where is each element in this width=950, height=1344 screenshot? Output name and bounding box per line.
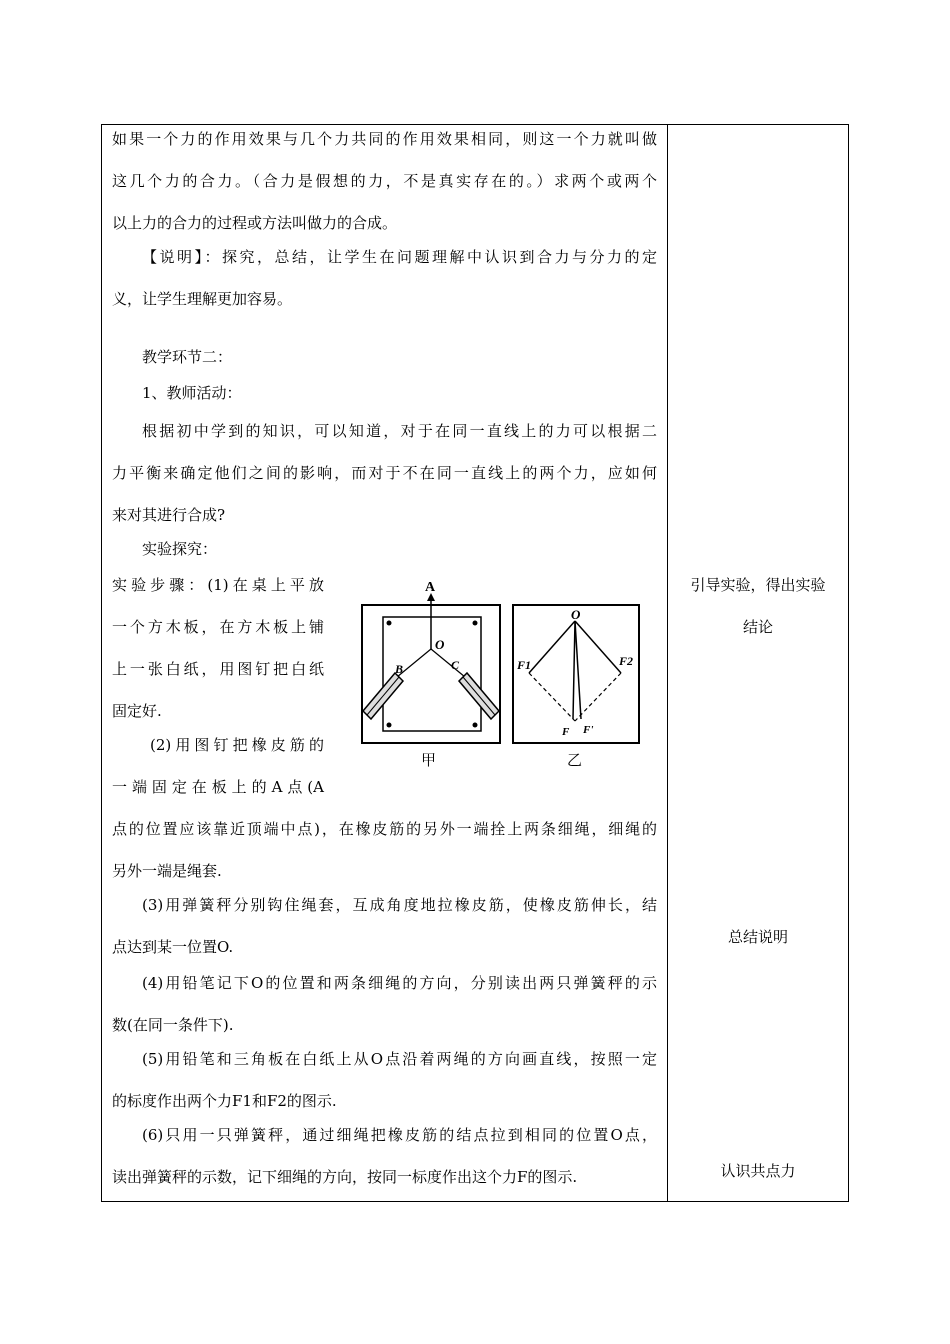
- text-line: 的标度作出两个力F1和F2的图示.: [112, 1092, 337, 1110]
- text-line: 一端固定在板上的A点(A: [112, 778, 324, 796]
- side-note: 总结说明: [727, 928, 788, 946]
- pin-icon: [473, 723, 478, 728]
- dashed-line-right: [575, 673, 621, 721]
- pin-icon: [387, 621, 392, 626]
- label-o-right: O: [571, 607, 581, 622]
- text-line: 固定好.: [112, 702, 162, 720]
- side-note: 认识共点力: [720, 1162, 796, 1180]
- text-line: (2)用图钉把橡皮筋的: [150, 736, 324, 754]
- caption-left: 甲: [421, 751, 437, 769]
- pin-icon: [473, 621, 478, 626]
- text-line: 一个方木板，在方木板上铺: [112, 618, 324, 636]
- text-line: 以上力的合力的过程或方法叫做力的合成。: [112, 214, 398, 232]
- text-line: 实验步骤：(1)在桌上平放: [112, 576, 324, 594]
- label-f2: F2: [619, 654, 634, 668]
- experiment-diagram: [347, 577, 647, 777]
- force-f2-line: [575, 621, 621, 673]
- text-line: 点达到某一位置O.: [112, 938, 234, 956]
- text-line: 1、教师活动：: [142, 384, 242, 402]
- caption-right: 乙: [567, 751, 583, 769]
- force-f-line: [573, 621, 575, 719]
- force-fprime-line: [575, 621, 581, 719]
- text-line: 来对其进行合成?: [112, 506, 226, 524]
- text-line: 上一张白纸，用图钉把白纸: [112, 660, 324, 678]
- text-line: 义，让学生理解更加容易。: [112, 290, 293, 308]
- text-line: (3)用弹簧秤分别钩住绳套，互成角度地拉橡皮筋，使橡皮筋伸长，结: [142, 896, 657, 914]
- text-line: 另外一端是绳套.: [112, 862, 222, 880]
- string-c: [431, 649, 465, 677]
- force-f1-line: [529, 621, 575, 673]
- label-f: F: [562, 726, 570, 738]
- experiment-figure: [347, 577, 647, 777]
- text-line: 点的位置应该靠近顶端中点)，在橡皮筋的另外一端拴上两条细绳，细绳的: [112, 820, 657, 838]
- text-line: 实验探究：: [142, 540, 218, 558]
- side-column: [668, 125, 848, 1201]
- label-f-prime: F': [583, 724, 594, 736]
- text-line: 力平衡来确定他们之间的影响，而对于不在同一直线上的两个力，应如何: [112, 464, 657, 482]
- content-table: [101, 124, 849, 1202]
- label-b: B: [395, 662, 404, 676]
- text-line: 这几个力的合力。（合力是假想的力，不是真实存在的。）求两个或两个: [112, 172, 657, 190]
- dashed-line-left: [529, 673, 575, 721]
- side-note: 引导实验，得出实验: [690, 576, 826, 594]
- text-line: 【说明】：探究，总结，让学生在问题理解中认识到合力与分力的定: [142, 248, 657, 266]
- text-line: (4)用铅笔记下O的位置和两条细绳的方向，分别读出两只弹簧秤的示: [142, 974, 657, 992]
- text-line: 读出弹簧秤的示数，记下细绳的方向，按同一标度作出这个力F的图示.: [112, 1168, 578, 1186]
- text-line: (6)只用一只弹簧秤，通过细绳把橡皮筋的结点拉到相同的位置O点，: [142, 1126, 657, 1144]
- pin-icon: [387, 723, 392, 728]
- main-column: [102, 125, 667, 1201]
- text-line: 数(在同一条件下).: [112, 1016, 234, 1034]
- label-o-left: O: [435, 637, 445, 652]
- label-c: C: [451, 658, 460, 672]
- text-line: 教学环节二：: [142, 348, 233, 366]
- label-a: A: [425, 580, 436, 595]
- side-note: 结论: [742, 618, 773, 636]
- text-line: (5)用铅笔和三角板在白纸上从O点沿着两绳的方向画直线，按照一定: [142, 1050, 657, 1068]
- label-f1: F1: [517, 658, 532, 672]
- spring-scale-right-icon: [459, 673, 499, 719]
- text-line: 如果一个力的作用效果与几个力共同的作用效果相同，则这一个力就叫做: [112, 130, 657, 148]
- text-line: 根据初中学到的知识，可以知道，对于在同一直线上的力可以根据二: [142, 422, 657, 440]
